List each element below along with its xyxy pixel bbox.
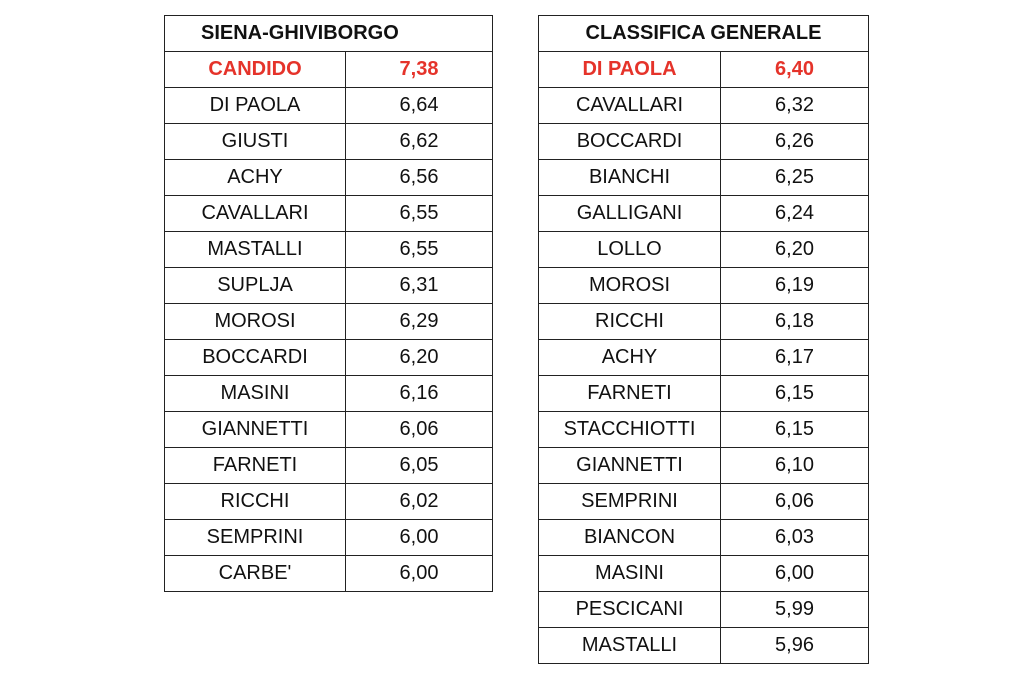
player-score: 6,64	[346, 88, 493, 124]
player-name: GIANNETTI	[165, 412, 346, 448]
player-name: GIANNETTI	[539, 448, 721, 484]
player-name: FARNETI	[539, 376, 721, 412]
table-row	[539, 124, 869, 160]
player-score: 6,55	[346, 196, 493, 232]
player-score: 5,96	[721, 628, 869, 664]
table-row	[165, 556, 493, 592]
player-score: 6,15	[721, 376, 869, 412]
player-name: MASTALLI	[165, 232, 346, 268]
table-row	[539, 52, 869, 88]
player-name: CARBE'	[165, 556, 346, 592]
player-name: PESCICANI	[539, 592, 721, 628]
table-row	[165, 160, 493, 196]
player-name: RICCHI	[539, 304, 721, 340]
player-name: RICCHI	[165, 484, 346, 520]
player-score: 6,62	[346, 124, 493, 160]
player-name: CANDIDO	[165, 52, 346, 88]
table-row	[165, 340, 493, 376]
table-row	[165, 484, 493, 520]
player-name: GIUSTI	[165, 124, 346, 160]
table-row	[165, 448, 493, 484]
table-row	[539, 376, 869, 412]
player-score: 6,19	[721, 268, 869, 304]
player-score: 6,15	[721, 412, 869, 448]
player-score: 6,00	[346, 520, 493, 556]
player-score: 6,17	[721, 340, 869, 376]
table-row	[539, 268, 869, 304]
siena-ghiviborgo-table	[164, 15, 493, 592]
player-name: FARNETI	[165, 448, 346, 484]
player-score: 6,20	[346, 340, 493, 376]
table-row	[539, 592, 869, 628]
table-row	[539, 412, 869, 448]
player-name: CAVALLARI	[165, 196, 346, 232]
player-name: BIANCHI	[539, 160, 721, 196]
player-score: 6,00	[346, 556, 493, 592]
player-name: DI PAOLA	[165, 88, 346, 124]
player-score: 6,55	[346, 232, 493, 268]
player-score: 6,00	[721, 556, 869, 592]
player-name: SEMPRINI	[165, 520, 346, 556]
table-row	[539, 304, 869, 340]
table-row	[539, 340, 869, 376]
player-name: MOROSI	[539, 268, 721, 304]
player-name: BIANCON	[539, 520, 721, 556]
player-name: DI PAOLA	[539, 52, 721, 88]
table-row	[539, 556, 869, 592]
player-name: GALLIGANI	[539, 196, 721, 232]
player-score: 6,06	[346, 412, 493, 448]
player-name: SEMPRINI	[539, 484, 721, 520]
player-score: 6,06	[721, 484, 869, 520]
table-row	[165, 520, 493, 556]
table-row	[539, 520, 869, 556]
player-score: 6,03	[721, 520, 869, 556]
table-row	[165, 412, 493, 448]
player-score: 6,16	[346, 376, 493, 412]
table-row	[165, 232, 493, 268]
player-name: ACHY	[165, 160, 346, 196]
player-name: MASINI	[539, 556, 721, 592]
player-score: 5,99	[721, 592, 869, 628]
player-name: MASTALLI	[539, 628, 721, 664]
player-score: 6,40	[721, 52, 869, 88]
player-name: MASINI	[165, 376, 346, 412]
table-row	[165, 268, 493, 304]
table-row	[165, 376, 493, 412]
table-row	[165, 88, 493, 124]
player-name: MOROSI	[165, 304, 346, 340]
player-score: 6,26	[721, 124, 869, 160]
classifica-generale-table	[538, 15, 869, 664]
table-row	[165, 52, 493, 88]
player-score: 6,25	[721, 160, 869, 196]
right-table-body	[539, 16, 869, 664]
player-score: 6,18	[721, 304, 869, 340]
table-row	[539, 88, 869, 124]
table-row	[539, 628, 869, 664]
player-score: 6,10	[721, 448, 869, 484]
player-name: LOLLO	[539, 232, 721, 268]
table-row	[165, 124, 493, 160]
player-score: 6,31	[346, 268, 493, 304]
player-name: ACHY	[539, 340, 721, 376]
player-name: BOCCARDI	[165, 340, 346, 376]
player-score: 6,24	[721, 196, 869, 232]
player-name: BOCCARDI	[539, 124, 721, 160]
player-name: STACCHIOTTI	[539, 412, 721, 448]
player-score: 6,56	[346, 160, 493, 196]
left-table-body	[165, 16, 493, 592]
table-row	[165, 304, 493, 340]
player-score: 6,29	[346, 304, 493, 340]
player-score: 6,05	[346, 448, 493, 484]
table-row	[539, 448, 869, 484]
player-score: 6,02	[346, 484, 493, 520]
player-score: 6,20	[721, 232, 869, 268]
player-score: 6,32	[721, 88, 869, 124]
player-score: 7,38	[346, 52, 493, 88]
table-row	[165, 196, 493, 232]
player-name: SUPLJA	[165, 268, 346, 304]
table-row	[539, 232, 869, 268]
player-name: CAVALLARI	[539, 88, 721, 124]
table-row	[539, 484, 869, 520]
table-row	[539, 196, 869, 232]
right-table-title: CLASSIFICA GENERALE	[539, 16, 869, 52]
table-row	[539, 160, 869, 196]
left-table-title: SIENA-GHIVIBORGO	[165, 16, 493, 52]
